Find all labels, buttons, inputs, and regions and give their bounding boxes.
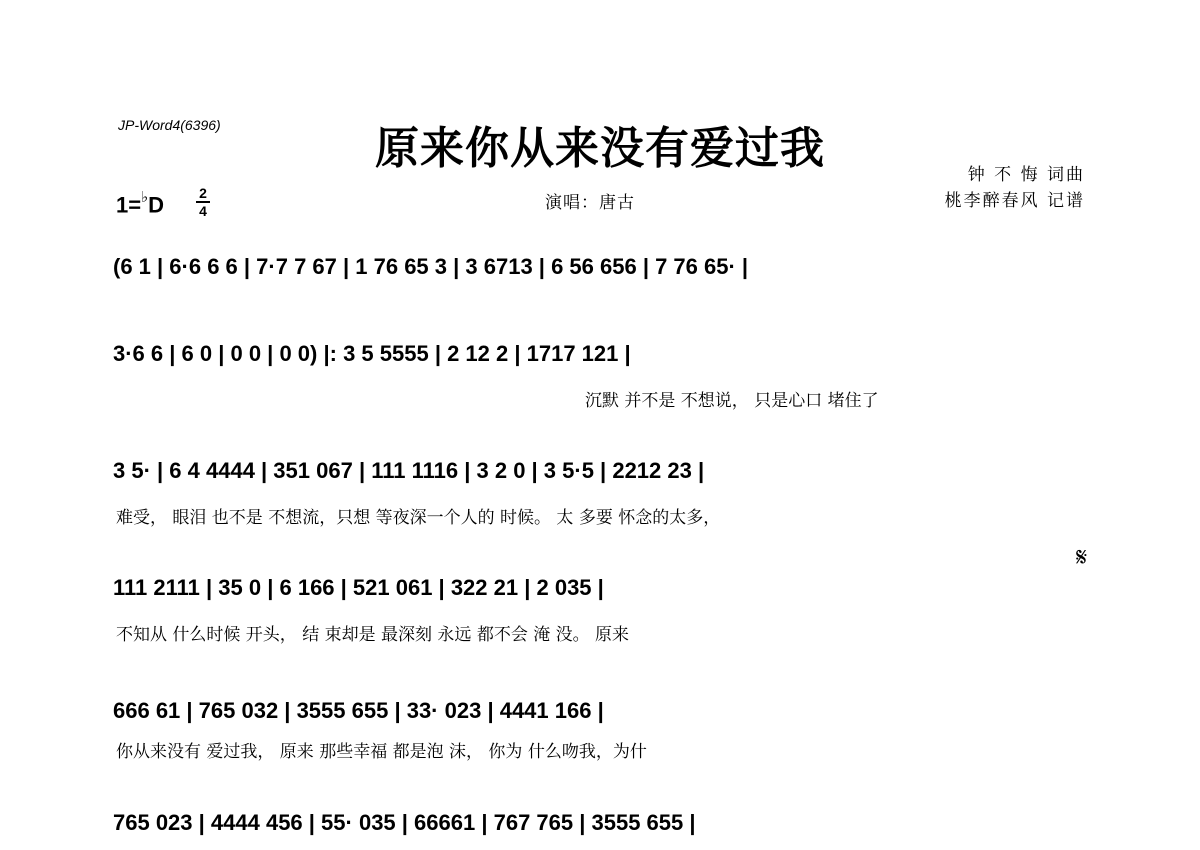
notation-line-5: 666 61 | 765 032 | 3555 655 | 33· 023 | 4441 166 | — [113, 698, 604, 723]
notation-line-4: 111 2111 | 35 0 | 6 166 | 521 061 | 322 21 | 2 035 | — [113, 575, 604, 600]
notation-line-1: (6 1 | 6·6 6 6 | 7·7 7 67 | 1 76 65 3 | 3 6713 | 6 56 656 | 7 76 65· | — [113, 254, 749, 279]
lyrics-line-5: 你从来没有 爱过我， 原来 那些幸福 都是泡 沫， 你为 什么吻我，为什 — [116, 742, 647, 762]
credit-lyrics: 钟 不 悔 词曲 — [967, 165, 1085, 185]
song-title: 原来你从来没有爱过我 — [375, 123, 825, 174]
meter-bottom: 4 — [199, 203, 207, 219]
credit-notation: 桃李醉春风 记谱 — [944, 191, 1085, 211]
source-label: JP-Word4(6396) — [118, 117, 221, 133]
notation-line-6: 765 023 | 4444 456 | 55· 035 | 66661 | 767 765 | 3555 655 | — [113, 810, 696, 835]
lyrics-line-2: 沉默 并不是 不想说， 只是心口 堵住了 — [585, 391, 879, 411]
singer: 演唱：唐古 — [545, 193, 635, 213]
flat-icon: ♭ — [141, 189, 149, 206]
lyrics-line-3: 难受， 眼泪 也不是 不想流，只想 等夜深一个人的 时候。 太 多要 怀念的太多， — [116, 508, 721, 528]
key-signature — [116, 190, 164, 218]
notation-line-3: 3 5· | 6 4 4444 | 351 067 | 111 1116 | 3 2 0 | 3 5·5 | 2212 23 | — [113, 458, 705, 483]
lyrics-line-4: 不知从 什么时候 开头， 结 束却是 最深刻 永远 都不会 淹 没。 原来 — [116, 625, 630, 645]
key-note: D — [148, 192, 165, 218]
time-signature — [196, 186, 210, 218]
credits — [945, 162, 1085, 214]
notation-line-2: 3·6 6 | 6 0 | 0 0 | 0 0) |: 3 5 5555 | 2 12 2 | 1717 121 | — [113, 341, 631, 366]
meter-top: 2 — [199, 185, 207, 201]
key-prefix: 1= — [116, 192, 142, 218]
segno-icon: 𝄋 — [1076, 543, 1088, 573]
